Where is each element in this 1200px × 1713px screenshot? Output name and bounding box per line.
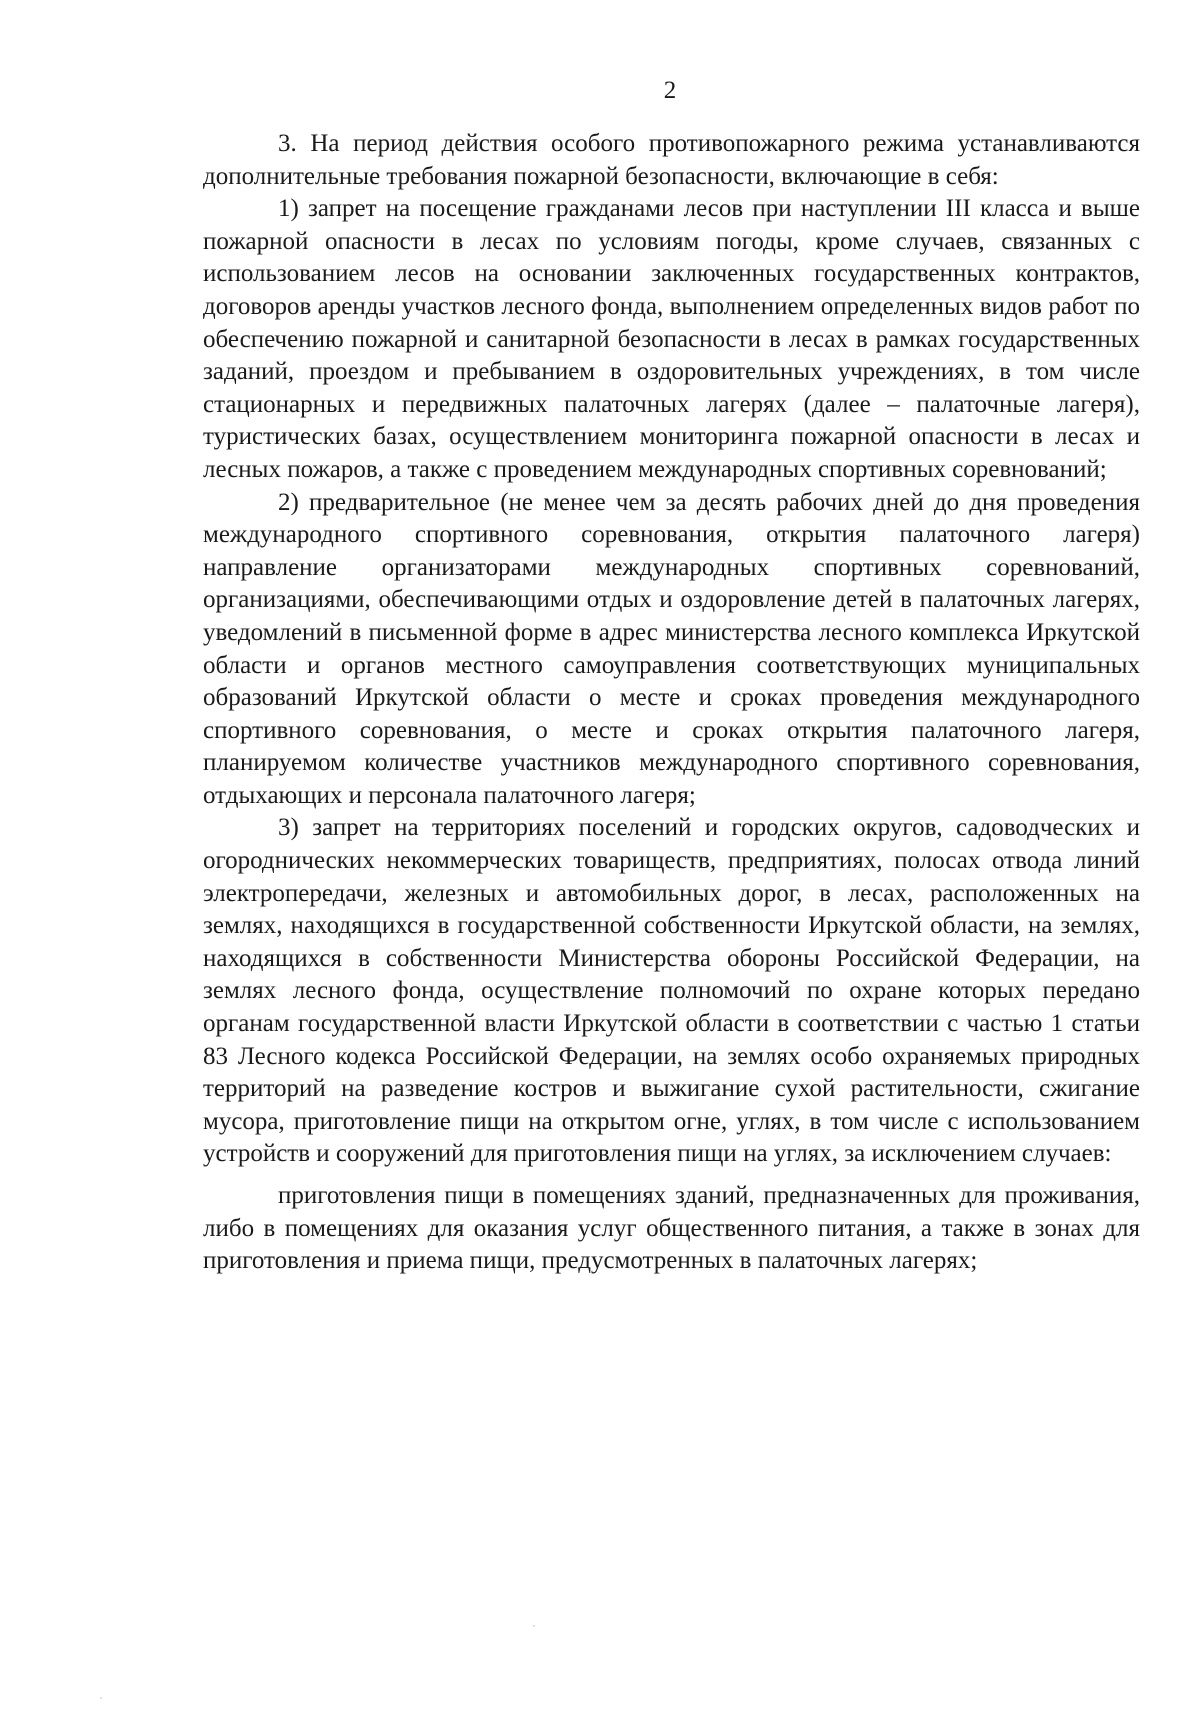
- paragraph-subitem-1: 1) запрет на посещение гражданами лесов при наступлении III класса и выше пожарной опасности в лесах по условиям погоды, кроме случаев, связанных с использованием лесов на основании заключенных государственных контрактов, договоров аренды участков лесного фонда, выполнением определенных видов работ по обеспечению пожарной и санитарной безопасности в лесах в рамках государственных заданий, проездом и пребыванием в оздоровительных учреждениях, в том числе стационарных и передвижных палаточных лагерях (далее – палаточные лагеря), туристических базах, осуществлением мониторинга пожарной опасности в лесах и лесных пожаров, а также с проведением международных спортивных соревнований;: [203, 195, 1140, 483]
- paragraph-subitem-2: 2) предварительное (не менее чем за десять рабочих дней до дня проведения международного спортивного соревнования, открытия палаточного лагеря) направление организаторами международных спортивных соревнований, организациями, обеспечивающими отдых и оздоровление детей в палаточных лагерях, уведомлений в письменной форме в адрес министерства лесного комплекса Иркутской области и органов местного самоуправления соответствующих муниципальных образований Иркутской области о месте и сроках проведения международного спортивного соревнования, о месте и сроках открытия палаточного лагеря, планируемом количестве участников международного спортивного соревнования, отдыхающих и персонала палаточного лагеря;: [203, 488, 1140, 809]
- paragraph-subitem-3: 3) запрет на территориях поселений и городских округов, садоводческих и огороднических некоммерческих товариществ, предприятиях, полосах отвода линий электропередачи, железных и автомобильных дорог, в лесах, расположенных на землях, находящихся в государственной собственности Иркутской области, на землях, находящихся в собственности Министерства обороны Российской Федерации, на землях лесного фонда, осуществление полномочий по охране которых передано органам государственной власти Иркутской области в соответствии с частью 1 статьи 83 Лесного кодекса Российской Федерации, на землях особо охраняемых природных территорий на разведение костров и выжигание сухой растительности, сжигание мусора, приготовление пищи на открытом огне, углях, в том числе с использованием устройств и сооружений для приготовления пищи на углях, за исключением случаев:: [203, 814, 1140, 1168]
- paragraph-exception-1: приготовления пищи в помещениях зданий, предназначенных для проживания, либо в помещениях для оказания услуг общественного питания, а также в зонах для приготовления и приема пищи, предусмотренных в палаточных лагерях;: [203, 1182, 1140, 1275]
- scan-speck: [533, 1625, 535, 1627]
- document-body: [203, 128, 1140, 1278]
- page-number: 2: [663, 77, 677, 104]
- scan-speck: [100, 1697, 102, 1699]
- paragraph-item-3: 3. На период действия особого противопожарного режима устанавливаются дополнительные требования пожарной безопасности, включающие в себя:: [203, 130, 1140, 190]
